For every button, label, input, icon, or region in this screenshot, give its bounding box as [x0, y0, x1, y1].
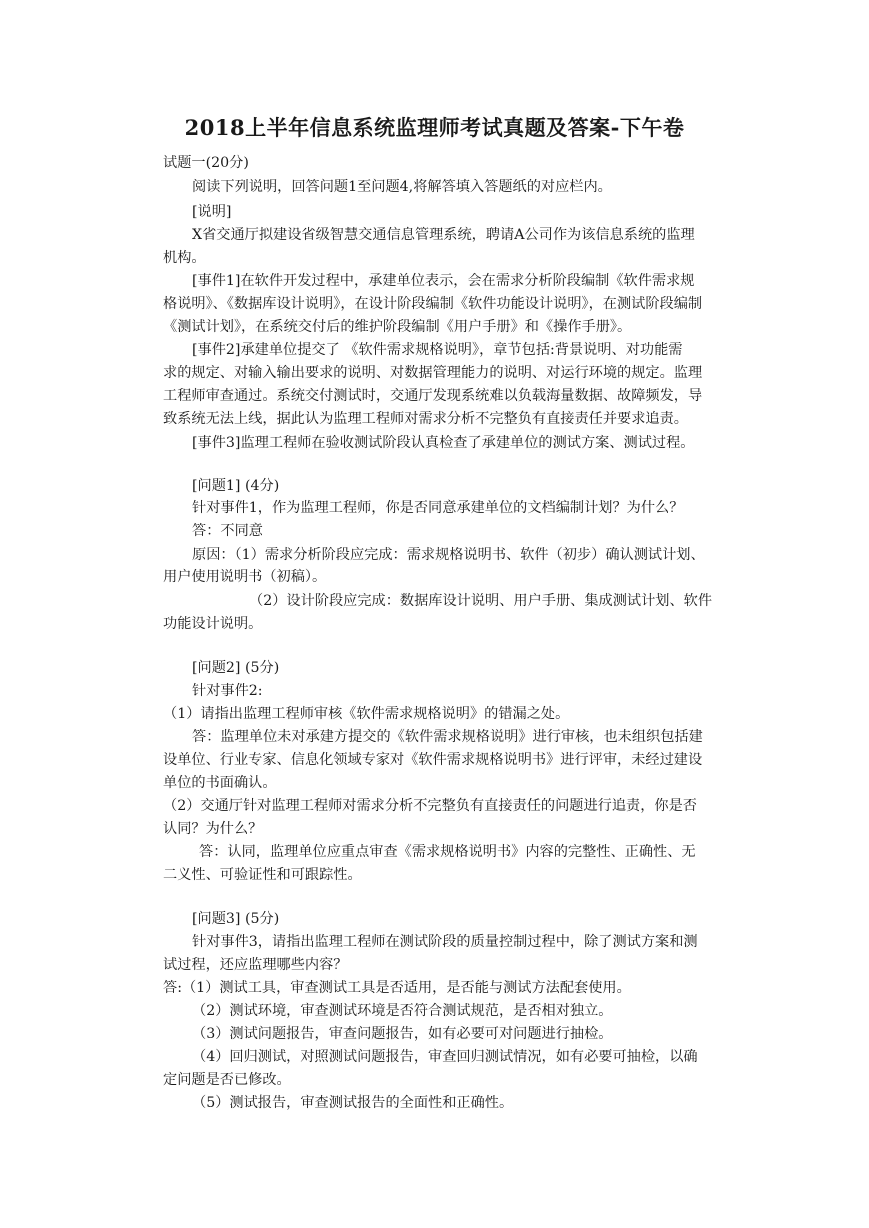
text-line: （4）回归测试，对照测试问题报告，审查回归测试情况，如有必要可抽检，以确: [192, 1049, 698, 1065]
question-heading: [问题2] (5分): [192, 660, 280, 676]
text-line: （2）设计阶段应完成：数据库设计说明、用户手册、集成测试计划、软件: [249, 593, 713, 609]
text-line: [事件1]在软件开发过程中，承建单位表示，会在需求分析阶段编制《软件需求规: [192, 273, 695, 289]
text-line: 针对事件2:: [192, 683, 263, 699]
text-line: 原因：（1）需求分析阶段应完成：需求规格说明书、软件（初步）确认测试计划、: [192, 547, 705, 563]
text-line: [事件2]承建单位提交了 《软件需求规格说明》，章节包括:背景说明、对功能需: [192, 342, 683, 358]
section-heading: 试题一(20分): [163, 155, 249, 171]
text-line: 答：不同意: [192, 523, 263, 539]
text-line: 认同？为什么？: [163, 821, 263, 837]
text-line: 《测试计划》，在系统交付后的维护阶段编制《用户手册》和《操作手册》。: [163, 319, 632, 335]
text-line: 用户使用说明书（初稿）。: [163, 569, 327, 585]
text-line: 定问题是否已修改。: [163, 1072, 291, 1088]
text-line: 功能设计说明。: [163, 616, 263, 632]
text-line: 格说明》、《数据库设计说明》，在设计阶段编制《软件功能设计说明》，在测试阶段编制: [163, 296, 703, 312]
text-line: 答:（1）测试工具，审查测试工具是否适用，是否能与测试方法配套使用。: [163, 980, 631, 996]
text-line: 针对事件3，请指出监理工程师在测试阶段的质量控制过程中，除了测试方案和测: [192, 934, 698, 950]
text-line: 答：监理单位未对承建方提交的《软件需求规格说明》进行审核，也未组织包括建: [192, 729, 703, 745]
text-line: 阅读下列说明，回答问题1至问题4,将解答填入答题纸的对应栏内。: [192, 179, 612, 195]
text-line: 二义性、可验证性和可跟踪性。: [163, 867, 362, 883]
document-title: 2018上半年信息系统监理师考试真题及答案-下午卷: [184, 115, 685, 140]
text-line: 试过程，还应监理哪些内容？: [163, 957, 348, 973]
text-line: （1）请指出监理工程师审核《软件需求规格说明》的错漏之处。: [163, 706, 570, 722]
text-line: 工程师审查通过。系统交付测试时，交通厅发现系统难以负载海量数据、故障频发，导: [163, 388, 703, 404]
text-line: （2）交通厅针对监理工程师对需求分析不完整负有直接责任的问题进行追责，你是否: [163, 798, 697, 814]
text-line: 答：认同，监理单位应重点审查《需求规格说明书》内容的完整性、正确性、无: [199, 844, 696, 860]
text-line: （2）测试环境，审查测试环境是否符合测试规范，是否相对独立。: [192, 1003, 613, 1019]
text-line: 求的规定、对输入输出要求的说明、对数据管理能力的说明、对运行环境的规定。监理: [163, 365, 703, 381]
question-heading: [问题3] (5分): [192, 911, 280, 927]
text-line: 致系统无法上线，据此认为监理工程师对需求分析不完整负有直接责任并要求追责。: [163, 411, 688, 427]
text-line: 机构。: [163, 250, 206, 266]
question-heading: [问题1] (4分): [192, 478, 280, 494]
text-line: （3）测试问题报告，审查问题报告，如有必要可对问题进行抽检。: [192, 1026, 613, 1042]
text-line: 单位的书面确认。: [163, 775, 277, 791]
text-line: [说明]: [192, 204, 232, 220]
text-line: 针对事件1，作为监理工程师，你是否同意承建单位的文档编制计划？为什么？: [192, 500, 684, 516]
text-line: [事件3]监理工程师在验收测试阶段认真检查了承建单位的测试方案、测试过程。: [192, 435, 695, 451]
text-line: （5）测试报告，审查测试报告的全面性和正确性。: [192, 1095, 514, 1111]
text-line: 设单位、行业专家、信息化领域专家对《软件需求规格说明书》进行评审，未经过建设: [163, 752, 703, 768]
text-line: X省交通厅拟建设省级智慧交通信息管理系统，聘请A公司作为该信息系统的监理: [192, 227, 695, 243]
